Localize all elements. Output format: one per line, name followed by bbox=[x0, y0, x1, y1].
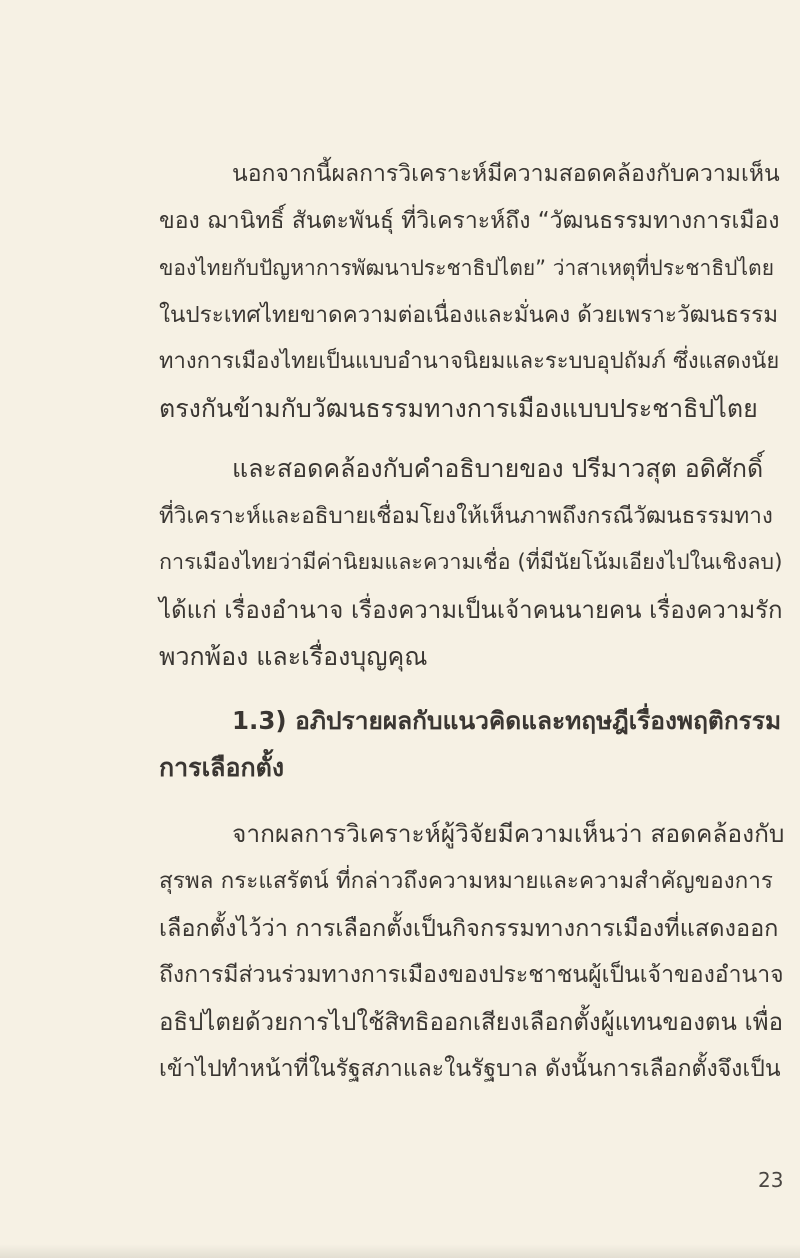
paragraph-1-line-5: ทางการเมืองไทยเป็นแบบอำนาจนิยมและระบบอุปถัมภ์ ซึ่งแสดงนัย bbox=[159, 349, 780, 374]
paragraph-1-line-2: ของ ฌานิทธิ์ สันตะพันธุ์ ที่วิเคราะห์ถึง “วัฒนธรรมทางการเมือง bbox=[159, 208, 780, 234]
paragraph-3-line-4: ถึงการมีส่วนร่วมทางการเมืองของประชาชนผู้เป็นเจ้าของอำนาจ bbox=[159, 962, 784, 988]
section-heading-line-2: การเลือกตั้ง bbox=[159, 753, 285, 782]
paragraph-2-line-4: ได้แก่ เรื่องอำนาจ เรื่องความเป็นเจ้าคนนายคน เรื่องความรัก bbox=[159, 596, 783, 624]
paragraph-2-line-3: การเมืองไทยว่ามีค่านิยมและความเชื่อ (ที่มีนัยโน้มเอียงไปในเชิงลบ) bbox=[159, 550, 783, 575]
paragraph-3-line-6: เข้าไปทำหน้าที่ในรัฐสภาและในรัฐบาล ดังนั้นการเลือกตั้งจึงเป็น bbox=[159, 1056, 781, 1082]
paragraph-2-line-5: พวกพ้อง และเรื่องบุญคุณ bbox=[159, 642, 428, 671]
paragraph-3-line-5: อธิปไตยด้วยการไปใช้สิทธิออกเสียงเลือกตั้งผู้แทนของตน เพื่อ bbox=[159, 1008, 783, 1036]
paragraph-1-line-6: ตรงกันข้ามกับวัฒนธรรมทางการเมืองแบบประชาธิปไตย bbox=[159, 394, 758, 423]
paragraph-1-line-1: นอกจากนี้ผลการวิเคราะห์มีความสอดคล้องกับความเห็น bbox=[232, 161, 780, 187]
paragraph-2-line-1: และสอดคล้องกับคำอธิบายของ ปรีมาวสุต อดิศักดิ์ bbox=[232, 454, 764, 483]
paragraph-2-line-2: ที่วิเคราะห์และอธิบายเชื่อมโยงให้เห็นภาพถึงกรณีวัฒนธรรมทาง bbox=[159, 503, 773, 529]
page-number: 23 bbox=[758, 1168, 784, 1192]
paragraph-3-line-3: เลือกตั้งไว้ว่า การเลือกตั้งเป็นกิจกรรมทางการเมืองที่แสดงออก bbox=[159, 914, 779, 942]
paragraph-3-line-1: จากผลการวิเคราะห์ผู้วิจัยมีความเห็นว่า สอดคล้องกับ bbox=[232, 819, 785, 848]
paragraph-1-line-3: ของไทยกับปัญหาการพัฒนาประชาธิปไตย” ว่าสาเหตุที่ประชาธิปไตย bbox=[159, 256, 774, 280]
paragraph-3-line-2: สุรพล กระแสรัตน์ ที่กล่าวถึงความหมายและความสำคัญของการ bbox=[159, 868, 773, 894]
section-heading-line-1: 1.3) อภิปรายผลกับแนวคิดและทฤษฎีเรื่องพฤติกรรม bbox=[232, 706, 782, 735]
paragraph-1-line-4: ในประเทศไทยขาดความต่อเนื่องและมั่นคง ด้วยเพราะวัฒนธรรม bbox=[159, 302, 779, 328]
page-edge-shadow bbox=[0, 1244, 800, 1258]
